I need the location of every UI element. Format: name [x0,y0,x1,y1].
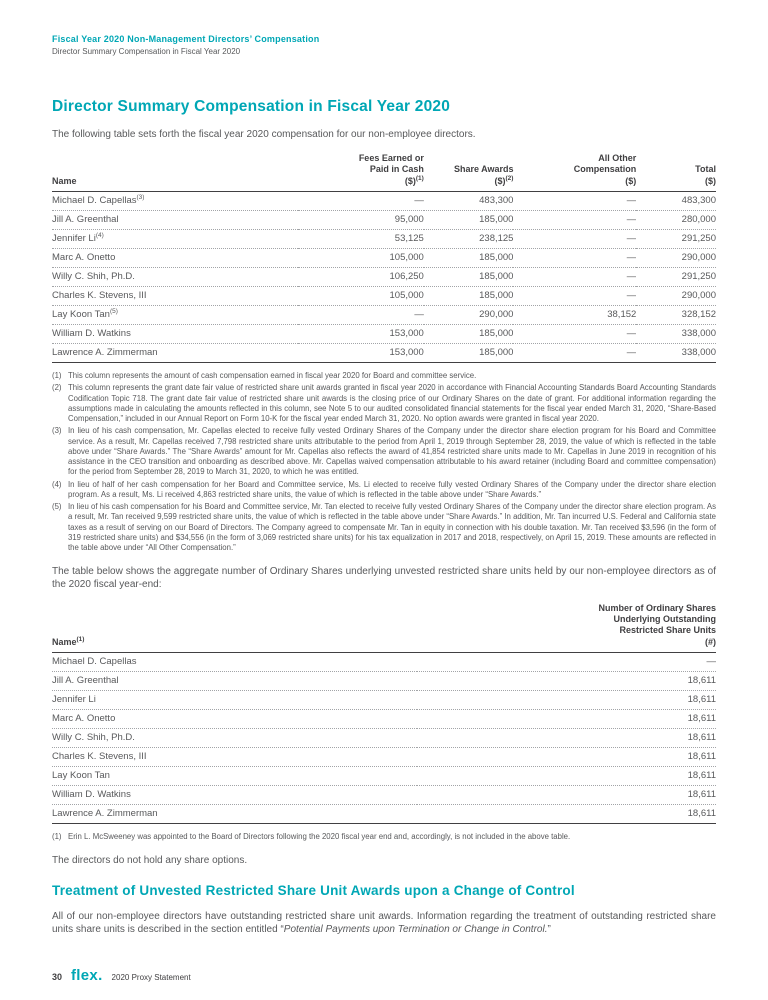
value-cell: 18,611 [417,709,716,728]
footnote-text: Erin L. McSweeney was appointed to the Board of Directors following the 2020 fiscal year end and, accordingly, is not included in the above table. [68,831,571,841]
director-name-cell: Michael D. Capellas$^{(3)}$ [52,191,298,210]
flex-logo-text: flex [71,967,99,984]
value-cell: 53,125 [298,229,424,248]
column-header-line: Paid in Cash [369,164,424,175]
table-row [52,267,716,286]
table-row [52,766,716,785]
footnote-number: (5) [52,502,62,512]
value-cell: 185,000 [424,324,514,343]
table-row [52,210,716,229]
column-header [52,153,298,191]
footnote-number: (4) [52,479,62,489]
director-name-cell: Marc A. Onetto [52,709,417,728]
footnote-text: This column represents the amount of cash compensation earned in fiscal year 2020 for Board and committee service. [68,370,477,380]
footnote [52,480,716,500]
column-header-unit: ($) [625,175,637,186]
table-row [52,709,716,728]
value-cell: 328,152 [636,305,716,324]
director-name-cell: Lawrence A. Zimmerman [52,343,298,362]
value-cell: 106,250 [298,267,424,286]
director-name-cell: Jennifer Li [52,690,417,709]
running-header-title: Fiscal Year 2020 Non-Management Directors’ Compensation [52,34,320,44]
table-row [52,747,716,766]
value-cell: 238,125 [424,229,514,248]
director-name-cell: Charles K. Stevens, III [52,286,298,305]
value-cell: 18,611 [417,671,716,690]
section2-paragraph [52,910,716,936]
footnote-ref: (5) [109,308,118,316]
value-cell: 105,000 [298,286,424,305]
table-row [52,191,716,210]
value-cell: 18,611 [417,690,716,709]
section2-title: Treatment of Unvested Restricted Share Unit Awards upon a Change of Control [52,883,575,898]
value-cell: 105,000 [298,248,424,267]
column-header: Name$^{(1)}$ [52,603,417,653]
table-row [52,671,716,690]
director-name-cell: Willy C. Shih, Ph.D. [52,267,298,286]
value-cell: 290,000 [636,248,716,267]
value-cell: 95,000 [298,210,424,229]
value-cell: 483,300 [424,191,514,210]
value-cell: 38,152 [513,305,636,324]
director-name-cell: Lay Koon Tan [52,766,417,785]
director-name-cell: Charles K. Stevens, III [52,747,417,766]
director-name-cell: Jennifer Li$^{(4)}$ [52,229,298,248]
column-header-line: Restricted Share Units [619,625,716,636]
column-header-line: Total [695,164,716,175]
footnote-ref: (1) [76,635,85,643]
value-cell: 290,000 [424,305,514,324]
footnote-number: (3) [52,426,62,436]
value-cell: 338,000 [636,343,716,362]
value-cell: — [513,210,636,229]
director-name-cell: Michael D. Capellas [52,652,417,671]
value-cell: — [513,286,636,305]
paragraph-plain-text: All of our non-employee directors have outstanding restricted share unit awards. Information regarding the treatment of outstanding restricted share units share units is described in the section entitled “ [52,911,716,935]
flex-logo-dot: . [98,967,103,984]
footnote-text: In lieu of his cash compensation for his Board and Committee service, Mr. Tan elected to receive fully vested Ordinary Shares of the Company under the director share election program. As a result, Mr. Tan received 9,599 restricted share units, the value of which is reflected in the table above under “Share Awards.” In addition, Mr. Tan incurred U.S. Federal and California state taxes as a result of serving on our Board of Directors. The Company agreed to compensate Mr. Tan in equity in connection with his double taxation. Mr. Tan received $3,596 (in the form of 319 restricted share units) and $34,556 (in the form of 3,069 restricted share units) for his tax equalization in 2017 and 2018, respectively, on April 15, 2019. These amounts are reflected in the table above under “All Other Compensation.” [68,502,716,552]
value-cell: 280,000 [636,210,716,229]
director-name-cell: Jill A. Greenthal [52,671,417,690]
value-cell: — [513,229,636,248]
table-row [52,804,716,823]
value-cell: 18,611 [417,747,716,766]
footnote-ref: (4) [95,232,104,240]
footer-document-label: 2020 Proxy Statement [111,973,191,982]
value-cell: — [513,248,636,267]
table-row [52,248,716,267]
value-cell: 185,000 [424,210,514,229]
director-name-cell: Lay Koon Tan$^{(5)}$ [52,305,298,324]
table-row [52,652,716,671]
director-name-cell: William D. Watkins [52,785,417,804]
column-header-line: Name [52,175,77,186]
value-cell: — [513,324,636,343]
units-table-header-row [52,603,716,653]
footnote-number: (2) [52,383,62,393]
footnote-number: (1) [52,370,62,380]
page-footer [52,967,191,984]
column-header [298,153,424,191]
value-cell: 483,300 [636,191,716,210]
value-cell: 18,611 [417,785,716,804]
page-number: 30 [52,972,63,982]
footnote-ref: (2) [505,174,514,182]
compensation-table-body [52,191,716,362]
column-header-line: All Other [598,153,637,163]
value-cell: 291,250 [636,267,716,286]
column-header [636,153,716,191]
outstanding-units-table [52,603,716,824]
footnote-ref: (1) [415,174,424,182]
value-cell: — [513,191,636,210]
director-name-cell: William D. Watkins [52,324,298,343]
column-header-unit: ($) [705,175,716,186]
value-cell: — [513,343,636,362]
column-header [417,603,716,653]
footnote-ref: (3) [136,194,145,202]
compensation-table [52,153,716,363]
value-cell: 290,000 [636,286,716,305]
table-row [52,690,716,709]
column-header-line: Fees Earned or [358,153,424,163]
footnote-text: In lieu of his cash compensation, Mr. Capellas elected to receive fully vested Ordinary Shares of the Company under the director share election program for his Board and Committee service. As a result, Mr. Capellas received 7,798 restricted share units attributable to the period from April 1, 2019 through September 28, 2019, the value of which is reflected in the table above under “Share Awards.” The “Share Awards” amount for Mr. Capellas also reflects the award of 41,854 restricted share units made to Mr. Capellas in June 2019 in recognition of his assistance in the CEO transition and onboarding as described above. Mr. Capellas waived compensation attributable to his award retainer (including Board and committee compensation) for the period from September 28, 2019 to March 31, 2020, to which he was entitled. [68,426,716,476]
value-cell: 18,611 [417,804,716,823]
column-header-line: Compensation [573,164,637,175]
section-title: Director Summary Compensation in Fiscal Year 2020 [52,98,451,115]
column-header-unit: (#) [705,636,716,647]
column-header-unit: ($)$^{(1)}$ [404,174,424,186]
value-cell: 153,000 [298,324,424,343]
column-header-unit: ($)$^{(2)}$ [494,174,514,186]
value-cell: 18,611 [417,728,716,747]
column-header [513,153,636,191]
footnote [52,502,716,553]
intro-text: The following table sets forth the fiscal year 2020 compensation for our non-employee directors. [52,129,476,140]
value-cell: 185,000 [424,248,514,267]
footnote-number: (1) [52,831,62,841]
column-header-line: Share Awards [453,164,514,175]
footnote [52,383,716,424]
footnote [52,426,716,477]
paragraph-close-quote: ” [547,924,551,935]
table-row [52,343,716,362]
table-row [52,324,716,343]
director-name-cell: Lawrence A. Zimmerman [52,804,417,823]
value-cell: 291,250 [636,229,716,248]
footnote-text: In lieu of half of her cash compensation for her Board and Committee service, Ms. Li elected to receive fully vested Ordinary Shares of the Company under the director share election program. As a result, Ms. Li received 4,863 restricted share units, the value of which is reflected in the table above under “Share Awards.” [68,479,716,499]
value-cell: — [513,267,636,286]
footnote [52,832,716,842]
compensation-footnotes [52,371,716,553]
value-cell: 185,000 [424,286,514,305]
director-name-cell: Marc A. Onetto [52,248,298,267]
running-header-subtitle: Director Summary Compensation in Fiscal Year 2020 [52,47,241,56]
value-cell: — [298,191,424,210]
aggregate-intro-text: The table below shows the aggregate number of Ordinary Shares underlying unvested restricted share units held by our non-employee directors as of the 2020 fiscal year-end: [52,565,716,590]
value-cell: 185,000 [424,267,514,286]
value-cell: 338,000 [636,324,716,343]
column-header [424,153,514,191]
value-cell: — [417,652,716,671]
table-row [52,728,716,747]
table-row [52,305,716,324]
table-row [52,286,716,305]
footnote-text: This column represents the grant date fair value of restricted share unit awards granted in fiscal year 2020 in accordance with Financial Accounting Standards Board Accounting Standards Codification Topic 718. The grant date fair value of restricted share unit awards is the closing price of our Ordinary Shares on the date of grant. For additional information regarding the assumptions made in calculating the amounts reflected in this column, see Note 5 to our audited consolidated financial statements for the fiscal year ended March 31, 2020, “Share-Based Compensation,” included in our Annual Report on Form 10-K for the fiscal year ended March 31, 2020. No option awards were granted in fiscal year 2020. [68,383,716,423]
compensation-table-header-row [52,153,716,191]
value-cell: — [298,305,424,324]
paragraph-italic-reference: Potential Payments upon Termination or Change in Control. [283,924,548,935]
director-name-cell: Jill A. Greenthal [52,210,298,229]
footnote [52,371,716,381]
table-row [52,229,716,248]
units-table-body [52,652,716,823]
no-options-text: The directors do not hold any share options. [52,855,248,866]
table-row [52,785,716,804]
running-header [52,34,716,56]
units-table-footnotes [52,832,716,842]
director-name-cell: Willy C. Shih, Ph.D. [52,728,417,747]
column-header-line: Underlying Outstanding [613,614,716,625]
value-cell: 153,000 [298,343,424,362]
value-cell: 185,000 [424,343,514,362]
column-header-line: Number of Ordinary Shares [598,602,716,613]
flex-logo [71,967,103,984]
value-cell: 18,611 [417,766,716,785]
